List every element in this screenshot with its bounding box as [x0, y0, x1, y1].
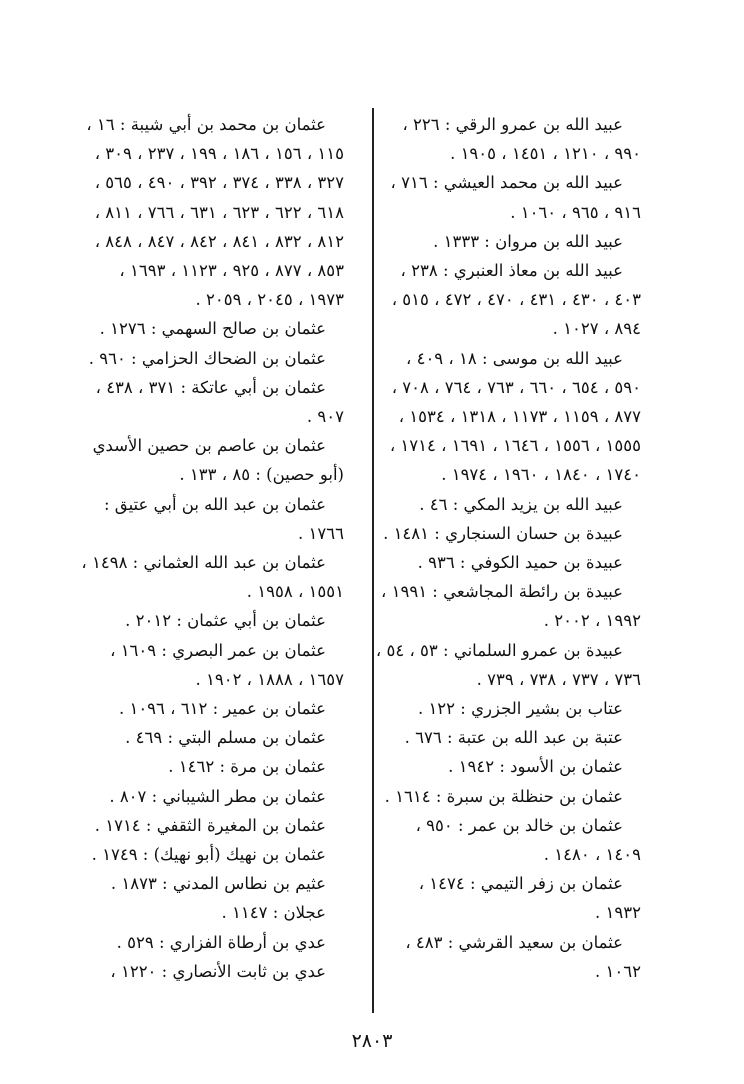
index-entry-continuation: ٣٢٧ ، ٣٣٨ ، ٣٧٤ ، ٣٩٢ ، ٤٩٠ ، ٥٦٥ ،: [94, 173, 344, 193]
index-entry-line: عتاب بن بشير الجزري : ١٢٢ .: [417, 699, 623, 719]
index-entry-line: عثمان بن مرة : ١٤٦٢ .: [168, 757, 326, 777]
index-entry-continuation: ٦١٨ ، ٦٢٢ ، ٦٢٣ ، ٦٣١ ، ٧٦٦ ، ٨١١ ،: [94, 202, 344, 222]
index-entry-continuation: ١٥٥١ ، ١٩٥٨ .: [246, 582, 344, 602]
index-entry-line: عثمان بن صالح السهمي : ١٢٧٦ .: [99, 319, 326, 339]
index-entry-line: عبيد الله بن مروان : ١٣٣٣ .: [433, 231, 623, 251]
index-entry-line: عثمان بن مسلم البتي : ٤٦٩ .: [125, 728, 326, 748]
index-entry-line: عثمان بن الضحاك الحزامي : ٩٦٠ .: [88, 348, 326, 368]
index-entry-line: عدي بن أرطاة الفزاري : ٥٢٩ .: [116, 932, 326, 952]
index-entry-line: عدي بن ثابت الأنصاري : ١٢٢٠ ،: [110, 961, 326, 981]
index-entry-continuation: ١٠٦٢ .: [595, 961, 641, 981]
index-entry-line: عثمان بن سعيد القرشي : ٤٨٣ ،: [405, 932, 623, 952]
index-entry-continuation: ٩٠٧ .: [306, 407, 344, 427]
index-column-left: [74, 110, 344, 986]
index-entry-continuation: ٩٩٠ ، ١٢١٠ ، ١٤٥١ ، ١٩٠٥ .: [450, 144, 641, 164]
index-entry-line: عثمان بن عبد الله بن أبي عتيق :: [104, 494, 326, 514]
index-entry-line: عثمان بن نهيك (أبو نهيك) : ١٧٤٩ .: [91, 845, 326, 865]
index-entry-line: عثمان بن أبي عثمان : ٢٠١٢ .: [125, 611, 326, 631]
index-entry-line: عتبة بن عبد الله بن عتبة : ٦٧٦ .: [404, 728, 623, 748]
index-entry-line: عثمان بن عمر البصري : ١٦٠٩ ،: [110, 640, 326, 660]
index-entry-continuation: ١٩٧٣ ، ٢٠٤٥ ، ٢٠٥٩ .: [195, 290, 344, 310]
index-entry-line: عبيد الله بن معاذ العنبري : ٢٣٨ ،: [400, 261, 623, 281]
index-entry-line: عجلان : ١١٤٧ .: [221, 903, 326, 923]
index-entry-line: عثمان بن خالد بن عمر : ٩٥٠ ،: [415, 815, 623, 835]
index-entry-continuation: ١١٥ ، ١٥٦ ، ١٨٦ ، ١٩٩ ، ٢٣٧ ، ٣٠٩ ،: [94, 144, 344, 164]
index-entry-line: عبيد الله بن محمد العيشي : ٧١٦ ،: [390, 173, 623, 193]
index-entry-continuation: ١٤٠٩ ، ١٤٨٠ .: [543, 845, 641, 865]
index-entry-continuation: ١٦٥٧ ، ١٨٨٨ ، ١٩٠٢ .: [195, 669, 344, 689]
index-entry-continuation: ٤٠٣ ، ٤٣٠ ، ٤٣١ ، ٤٧٠ ، ٤٧٢ ، ٥١٥ ،: [391, 290, 641, 310]
index-entry-line: عبيد الله بن يزيد المكي : ٤٦ .: [419, 494, 623, 514]
index-entry-line: عبيدة بن حسان السنجاري : ١٤٨١ .: [383, 523, 623, 543]
index-entry-line: عثمان بن مطر الشيباني : ٨٠٧ .: [109, 786, 326, 806]
index-entry-line: عثمان بن الأسود : ١٩٤٢ .: [448, 757, 623, 777]
index-entry-line: عثمان بن زفر التيمي : ١٤٧٤ ،: [418, 874, 623, 894]
index-entry-continuation: ١٥٥٥ ، ١٥٥٦ ، ١٦٤٦ ، ١٦٩١ ، ١٧١٤ ،: [389, 436, 641, 456]
index-entry-line: عبيد الله بن موسى : ١٨ ، ٤٠٩ ،: [406, 348, 623, 368]
index-entry-line: عثمان بن محمد بن أبي شيبة : ١٦ ،: [86, 115, 326, 134]
index-entry-continuation: ١٩٣٢ .: [595, 903, 641, 923]
index-entry-continuation: ١٩٩٢ ، ٢٠٠٢ .: [543, 611, 641, 631]
index-entry-continuation: ٨٥٣ ، ٨٧٧ ، ٩٢٥ ، ١١٢٣ ، ١٦٩٣ ،: [119, 261, 344, 281]
column-divider: [372, 108, 374, 1013]
index-column-right: [375, 110, 641, 986]
page-number: ٢٨٠٣: [351, 1030, 393, 1052]
index-entry-line: عبيدة بن رائطة المجاشعي : ١٩٩١ ،: [381, 582, 623, 602]
index-entry-line: عبيدة بن حميد الكوفي : ٩٣٦ .: [417, 553, 623, 573]
index-entry-continuation: ٨٧٧ ، ١١٥٩ ، ١١٧٣ ، ١٣١٨ ، ١٥٣٤ ،: [398, 407, 641, 427]
index-entry-continuation: ٥٩٠ ، ٦٥٤ ، ٦٦٠ ، ٧٦٣ ، ٧٦٤ ، ٧٠٨ ،: [391, 377, 641, 397]
index-entry-continuation: ٨١٢ ، ٨٣٢ ، ٨٤١ ، ٨٤٢ ، ٨٤٧ ، ٨٤٨ ،: [94, 231, 344, 251]
index-entry-continuation: ٧٣٦ ، ٧٣٧ ، ٧٣٨ ، ٧٣٩ .: [476, 669, 641, 689]
index-entry-line: عبيد الله بن عمرو الرقي : ٢٢٦ ،: [402, 115, 623, 134]
index-entry-line: عثمان بن أبي عاتكة : ٣٧١ ، ٤٣٨ ،: [95, 377, 326, 397]
index-entry-continuation: (أبو حصين) : ٨٥ ، ١٣٣ .: [179, 465, 344, 485]
index-entry-continuation: ٩١٦ ، ٩٦٥ ، ١٠٦٠ .: [510, 202, 641, 222]
index-entry-line: عثمان بن عاصم بن حصين الأسدي: [92, 436, 326, 456]
index-entry-line: عثيم بن نطاس المدني : ١٨٧٣ .: [110, 874, 326, 894]
index-entry-line: عثمان بن المغيرة الثقفي : ١٧١٤ .: [94, 815, 326, 835]
index-entry-continuation: ١٧٦٦ .: [298, 523, 344, 543]
index-entry-line: عثمان بن عمير : ٦١٢ ، ١٠٩٦ .: [118, 699, 326, 719]
index-entry-continuation: ١٧٤٠ ، ١٨٤٠ ، ١٩٦٠ ، ١٩٧٤ .: [441, 465, 641, 485]
index-entry-line: عثمان بن عبد الله العثماني : ١٤٩٨ ،: [81, 553, 326, 573]
index-entry-continuation: ٨٩٤ ، ١٠٢٧ .: [552, 319, 641, 339]
index-entry-line: عثمان بن حنظلة بن سبرة : ١٦١٤ .: [384, 786, 623, 806]
index-entry-line: عبيدة بن عمرو السلماني : ٥٣ ، ٥٤ ،: [375, 640, 623, 660]
